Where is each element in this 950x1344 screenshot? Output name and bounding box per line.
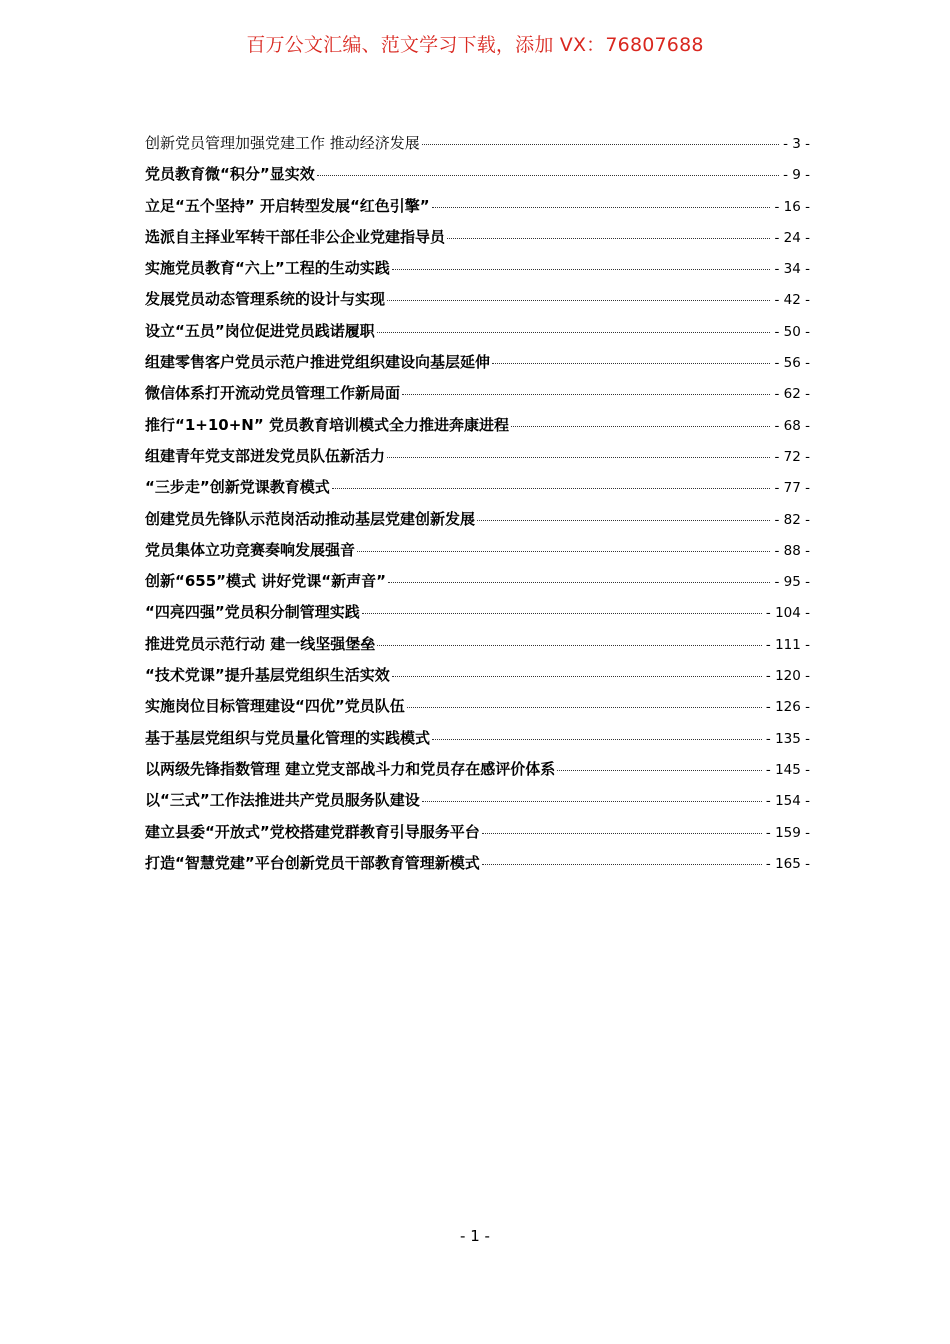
toc-dot-leader [422,801,762,802]
toc-entry-title[interactable]: “三步走”创新党课教育模式 [145,478,330,497]
toc-entry[interactable] [145,695,810,726]
toc-dot-leader [377,645,762,646]
toc-entry[interactable] [145,821,810,852]
toc-entry-page[interactable]: - 34 - [774,261,810,278]
toc-dot-leader [447,238,770,239]
page-number: - 1 - [460,1227,490,1245]
toc-entry-title[interactable]: 创新党员管理加强党建工作 推动经济发展 [145,134,420,152]
toc-dot-leader [362,613,762,614]
toc-dot-leader [392,269,771,270]
toc-entry-page[interactable]: - 135 - [765,730,810,747]
toc-entry-title[interactable]: 组建青年党支部迸发党员队伍新活力 [145,446,386,465]
toc-dot-leader [357,551,770,552]
toc-entry-page[interactable]: - 120 - [765,668,810,685]
table-of-contents [145,132,810,883]
toc-entry-page[interactable]: - 9 - [783,167,810,184]
toc-entry-page[interactable]: - 56 - [774,355,810,372]
toc-entry-page[interactable]: - 154 - [765,793,810,810]
toc-dot-leader [492,363,770,364]
toc-entry[interactable] [145,414,810,445]
toc-entry[interactable] [145,539,810,570]
toc-entry-title[interactable]: 推行“1+10+N” 党员教育培训模式全力推进奔康进程 [145,415,509,434]
toc-entry-page[interactable]: - 72 - [774,448,810,465]
toc-entry-title[interactable]: 基于基层党组织与党员量化管理的实践模式 [145,728,431,747]
toc-dot-leader [388,582,771,583]
toc-dot-leader [377,332,771,333]
toc-entry-page[interactable]: - 68 - [774,417,810,434]
toc-dot-leader [432,739,762,740]
toc-entry-title[interactable]: 立足“五个坚持” 开启转型发展“红色引擎” [145,196,430,215]
toc-entry-page[interactable]: - 88 - [774,542,810,559]
toc-entry[interactable] [145,320,810,351]
toc-entry[interactable] [145,288,810,319]
toc-entry-page[interactable]: - 104 - [765,605,810,622]
toc-entry[interactable] [145,508,810,539]
toc-dot-leader [477,520,770,521]
toc-dot-leader [392,676,762,677]
toc-entry-title[interactable]: “技术党课”提升基层党组织生活实效 [145,666,390,685]
toc-entry-title[interactable]: 党员教育微“积分”显实效 [145,165,315,184]
toc-entry[interactable] [145,852,810,883]
toc-entry-page[interactable]: - 145 - [765,761,810,778]
toc-entry[interactable] [145,351,810,382]
toc-entry-page[interactable]: - 16 - [774,198,810,215]
toc-entry-title[interactable]: 选派自主择业军转干部任非公企业党建指导员 [145,227,446,246]
toc-entry-title[interactable]: 党员集体立功竞赛奏响发展强音 [145,540,356,559]
toc-entry-page[interactable]: - 159 - [765,824,810,841]
toc-entry[interactable] [145,445,810,476]
toc-dot-leader [407,707,762,708]
toc-entry[interactable] [145,476,810,507]
toc-dot-leader [402,394,770,395]
toc-dot-leader [482,864,762,865]
toc-entry-title[interactable]: 建立县委“开放式”党校搭建党群教育引导服务平台 [145,822,480,841]
toc-entry[interactable] [145,132,810,163]
toc-dot-leader [387,457,770,458]
toc-dot-leader [482,833,762,834]
toc-entry-page[interactable]: - 165 - [765,855,810,872]
toc-entry-title[interactable]: 以两级先锋指数管理 建立党支部战斗力和党员存在感评价体系 [145,759,556,778]
toc-entry-page[interactable]: - 3 - [783,136,810,152]
toc-entry-page[interactable]: - 50 - [774,323,810,340]
toc-dot-leader [432,207,771,208]
watermark-header: 百万公文汇编、范文学习下载，添加 VX：76807688 [246,34,704,56]
toc-entry-title[interactable]: 以“三式”工作法推进共产党员服务队建设 [145,791,420,810]
toc-entry-title[interactable]: 微信体系打开流动党员管理工作新局面 [145,384,401,403]
toc-entry-page[interactable]: - 42 - [774,292,810,309]
toc-dot-leader [387,300,770,301]
toc-entry-page[interactable]: - 62 - [774,386,810,403]
toc-dot-leader [422,144,779,145]
toc-entry-title[interactable]: 组建零售客户党员示范户推进党组织建设向基层延伸 [145,353,491,372]
toc-entry[interactable] [145,195,810,226]
toc-entry-page[interactable]: - 95 - [774,574,810,591]
toc-entry[interactable] [145,257,810,288]
toc-dot-leader [332,488,771,489]
toc-entry[interactable] [145,601,810,632]
toc-entry[interactable] [145,633,810,664]
toc-dot-leader [557,770,762,771]
toc-entry-title[interactable]: 创新“655”模式 讲好党课“新声音” [145,572,386,591]
toc-entry[interactable] [145,727,810,758]
toc-entry-title[interactable]: 发展党员动态管理系统的设计与实现 [145,290,386,309]
toc-entry[interactable] [145,758,810,789]
toc-entry-title[interactable]: 实施党员教育“六上”工程的生动实践 [145,259,390,278]
toc-entry-page[interactable]: - 111 - [765,636,810,653]
toc-entry[interactable] [145,226,810,257]
toc-entry[interactable] [145,382,810,413]
toc-entry-page[interactable]: - 77 - [774,480,810,497]
toc-entry[interactable] [145,163,810,194]
toc-entry-page[interactable]: - 126 - [765,699,810,716]
toc-dot-leader [511,426,771,427]
toc-entry-page[interactable]: - 24 - [774,229,810,246]
toc-entry-title[interactable]: 推进党员示范行动 建一线坚强堡垒 [145,634,376,653]
toc-entry-page[interactable]: - 82 - [774,511,810,528]
toc-entry[interactable] [145,789,810,820]
toc-entry-title[interactable]: 打造“智慧党建”平台创新党员干部教育管理新模式 [145,853,480,872]
toc-entry[interactable] [145,664,810,695]
toc-entry-title[interactable]: “四亮四强”党员积分制管理实践 [145,603,360,622]
toc-entry-title[interactable]: 设立“五员”岗位促进党员践诺履职 [145,321,375,340]
toc-dot-leader [317,175,779,176]
toc-entry[interactable] [145,570,810,601]
toc-entry-title[interactable]: 实施岗位目标管理建设“四优”党员队伍 [145,697,405,716]
toc-entry-title[interactable]: 创建党员先锋队示范岗活动推动基层党建创新发展 [145,509,476,528]
